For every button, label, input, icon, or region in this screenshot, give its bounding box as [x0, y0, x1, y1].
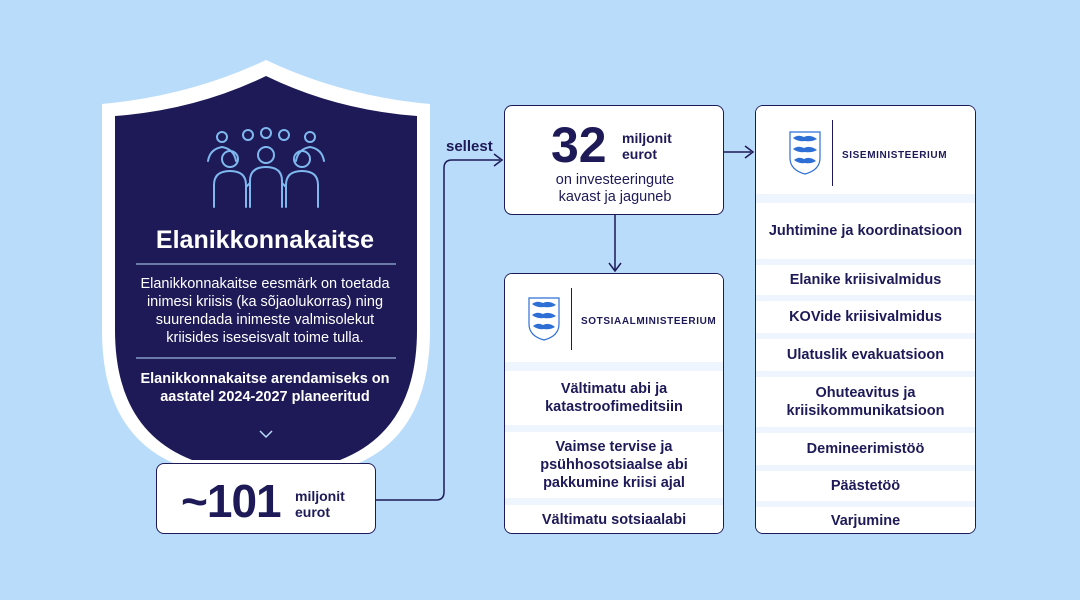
list-item: Ulatuslik evakuatsioon [756, 339, 975, 371]
list-item: Ohuteavitus ja kriisikommunikatsioon [756, 377, 975, 427]
sotsiaalministeerium-box [504, 273, 724, 534]
list-item: Elanike kriisivalmidus [756, 265, 975, 295]
list-item: Vältimatu sotsiaalabi [505, 505, 723, 534]
list-item: KOVide kriisivalmidus [756, 301, 975, 333]
list-item: Vaimse tervise ja psühhosotsiaalse abi pakkumine kriisi ajal [505, 432, 723, 498]
total-unit: miljonit eurot [295, 488, 345, 520]
list-item: Varjumine [756, 507, 975, 534]
list-item: Päästetöö [756, 471, 975, 501]
investment-description: on investeeringute kavast ja jaguneb [555, 172, 675, 205]
ministry-header [505, 274, 723, 362]
investment-value: 32 [551, 117, 607, 173]
chevron-down-icon [258, 428, 274, 440]
siseministeerium-box [755, 105, 976, 534]
investment-box [504, 105, 724, 215]
estonian-coat-of-arms-icon [527, 296, 561, 342]
list-item: Vältimatu abi ja katastroofimeditsiin [505, 371, 723, 425]
investment-unit: miljonit eurot [622, 130, 672, 162]
connector-label: sellest [446, 138, 493, 155]
ministry-name: SISEMINISTEERIUM [842, 150, 948, 161]
estonian-coat-of-arms-icon [788, 130, 822, 176]
list-item: Demineerimistöö [756, 433, 975, 465]
shield-description: Elanikkonnakaitse eesmärk on toetada inimesi kriisis (ka sõjaolukorras) ning suurendada inimeste valmisolekut kriisides iseseisvalt toime tulla. [140, 276, 390, 346]
ministry-name: SOTSIAALMINISTEERIUM [581, 316, 717, 327]
shield-title: Elanikkonnakaitse [155, 226, 375, 254]
people-group-icon [200, 125, 332, 209]
ministry-header [756, 106, 975, 194]
total-budget-box [156, 463, 376, 534]
shield-plan-text: Elanikkonnakaitse arendamiseks on aastatel 2024-2027 planeeritud [140, 371, 390, 405]
total-value: ~101 [181, 475, 281, 527]
list-item: Juhtimine ja koordinatsioon [756, 203, 975, 259]
ministry-divider [571, 288, 572, 350]
ministry-divider [832, 120, 833, 186]
